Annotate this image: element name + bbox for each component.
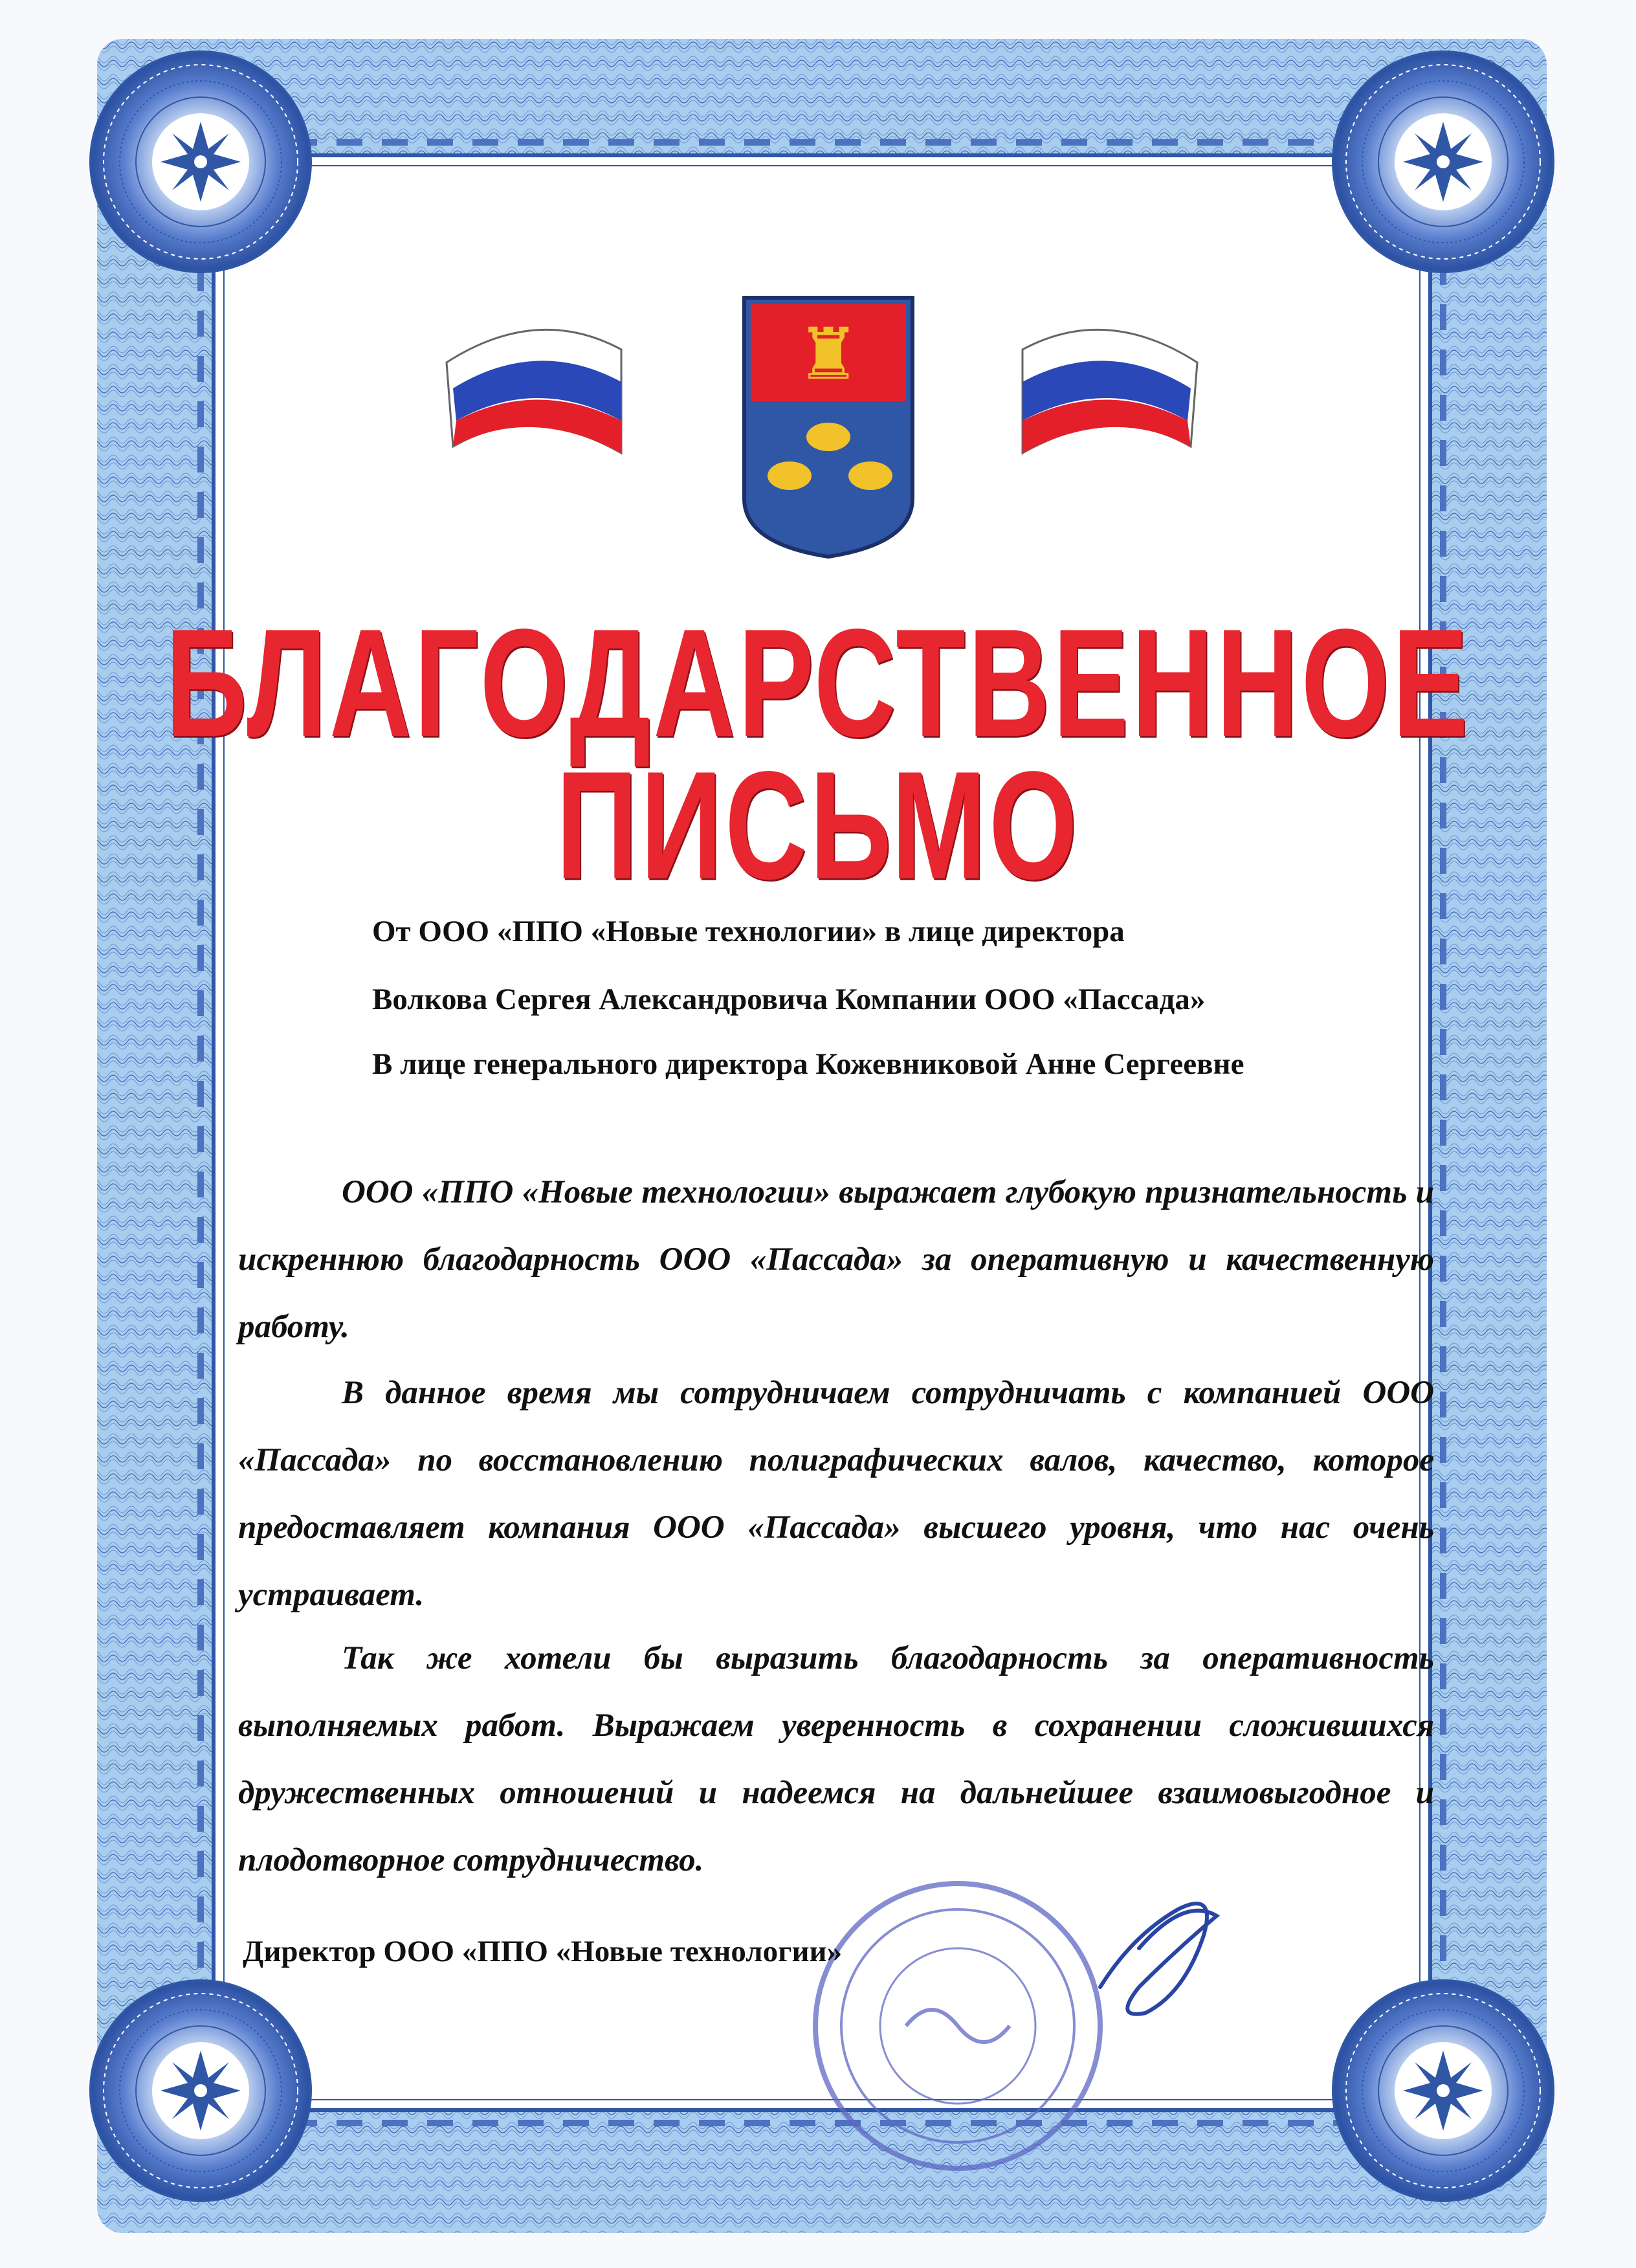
from-line-2: Волкова Сергея Александровича Компании ООО «Пассада»: [372, 983, 1206, 1016]
signature-line: Директор ООО «ППО «Новые технологии»: [243, 1935, 843, 1968]
from-line-3: В лице генерального директора Кожевниковой Анне Сергеевне: [372, 1047, 1244, 1081]
rosette-icon-bottom-left: [91, 1981, 311, 2201]
title-line-1: БЛАГОДАРСТВЕННОЕ: [165, 597, 1471, 770]
rosette-icon-top-right: [1333, 52, 1553, 272]
body-paragraph-2: В данное время мы сотрудничаем сотрудничать с компанией ООО «Пассада» по восстановлению полиграфических валов, качество, которое предоставляет компания ООО «Пассада» высшего уровня, что нас очень устраивает.: [238, 1375, 1434, 1613]
coat-of-arms-icon: [744, 298, 912, 557]
rosette-icon-top-left: [91, 52, 311, 272]
from-line-1: От ООО «ППО «Новые технологии» в лице директора: [372, 915, 1125, 948]
svg-text:♜: ♜: [796, 313, 861, 395]
body-paragraph-1: ООО «ППО «Новые технологии» выражает глубокую признательность и искреннюю благодарность ООО «Пассада» за оперативную и качественную работу.: [238, 1174, 1434, 1345]
body-paragraph-3: Так же хотели бы выразить благодарность за оперативность выполняемых работ. Выражаем уверенность в сохранении сложившихся дружественных отношений и надеемся на дальнейшее взаимовыгодное и плодотворное сотрудничество.: [238, 1640, 1434, 1878]
title-line-2: ПИСЬМО: [556, 740, 1080, 912]
rosette-icon-bottom-right: [1333, 1981, 1553, 2201]
